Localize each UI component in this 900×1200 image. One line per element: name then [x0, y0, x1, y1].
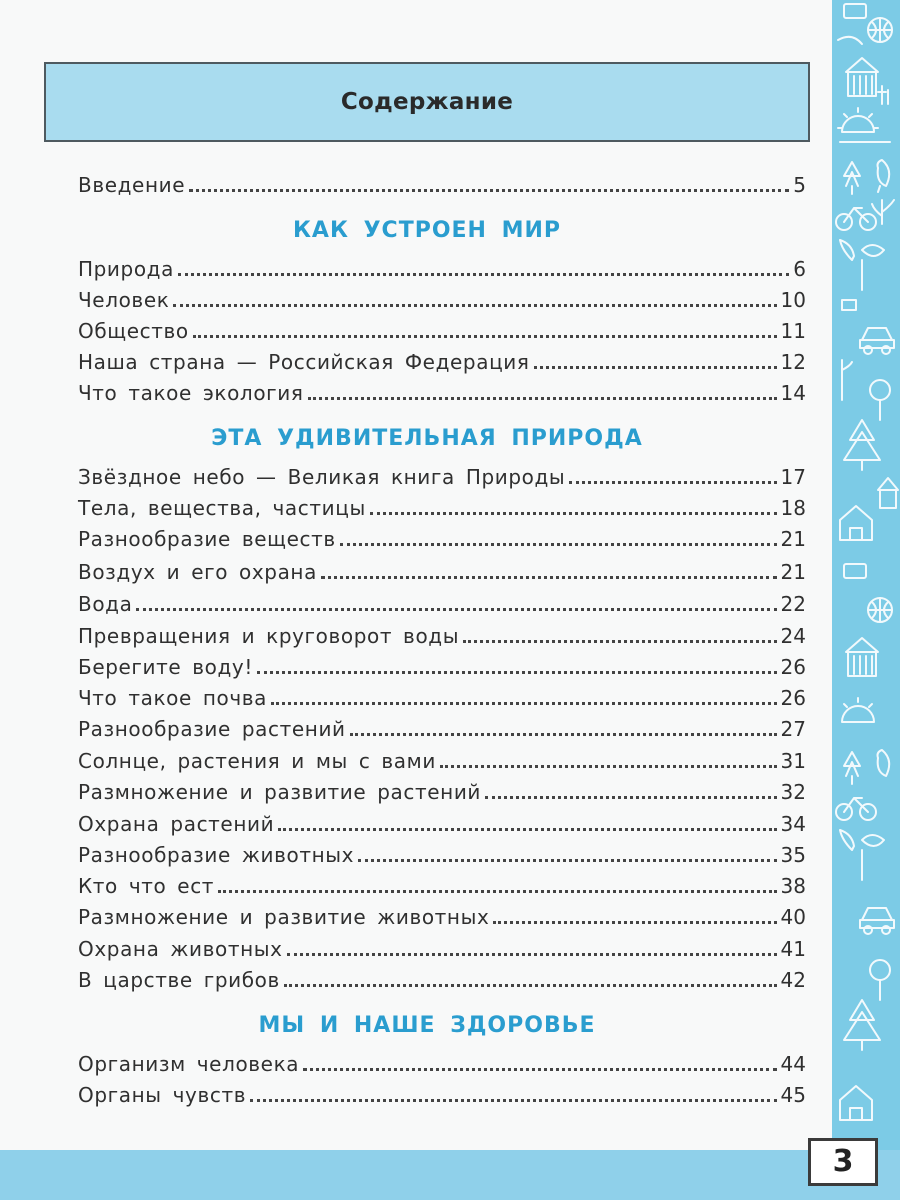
sprout-icon: [840, 240, 884, 290]
decorative-bottom-strip: [0, 1150, 900, 1200]
toc-entry-title: Разнообразие веществ: [78, 527, 336, 551]
dot-leader: [193, 335, 777, 338]
dot-leader: [534, 366, 777, 369]
toc-entry-title: Человек: [78, 288, 170, 312]
toc-entry[interactable]: [78, 522, 806, 552]
toc-entry-page: 27: [780, 717, 806, 741]
toc-entry[interactable]: [78, 869, 806, 899]
dot-leader: [178, 273, 789, 276]
pine-tree-icon: [844, 420, 880, 470]
toc-entry-page: 45: [780, 1083, 806, 1107]
dot-leader: [308, 397, 777, 400]
toc-entry-page: 26: [780, 655, 806, 679]
round-tree-icon: [870, 960, 890, 980]
toc-entry[interactable]: [78, 314, 806, 344]
toc-entry-title: Вода: [78, 592, 133, 616]
toc-entry-title: Размножение и развитие животных: [78, 905, 490, 929]
section-title-health: МЫ И НАШЕ ЗДОРОВЬЕ: [258, 1013, 596, 1038]
toc-entry[interactable]: [78, 252, 806, 282]
toc-entry-page: 21: [780, 560, 806, 584]
toc-entry[interactable]: [78, 838, 806, 868]
dot-leader: [440, 765, 777, 768]
dot-leader: [287, 953, 777, 956]
decorative-icons-pattern: [832, 0, 900, 1150]
toc-entry-title: Звёздное небо — Великая книга Природы: [78, 465, 566, 489]
toc-entry-title: Тела, вещества, частицы: [78, 496, 366, 520]
sprout-icon: [840, 830, 884, 880]
toc-entry-title: Что такое почва: [78, 686, 268, 710]
leaf-icon: [838, 37, 862, 44]
dot-leader: [350, 733, 777, 736]
toc-entry-page: 31: [780, 749, 806, 773]
sun-icon: [838, 108, 878, 132]
toc-entry-title: Разнообразие животных: [78, 843, 355, 867]
house-icon: [840, 506, 872, 540]
toc-entry-page: 34: [780, 812, 806, 836]
dot-leader: [271, 702, 777, 705]
dot-leader: [321, 576, 777, 579]
toc-entry-title: Охрана растений: [78, 812, 275, 836]
toc-entry-title: Кто что ест: [78, 874, 215, 898]
toc-entry[interactable]: [78, 712, 806, 742]
toc-entry-page: 42: [780, 968, 806, 992]
toc-entry-title: Введение: [78, 173, 186, 197]
toc-entry-page: 5: [793, 173, 806, 197]
dot-leader: [340, 543, 777, 546]
sticks-icon: [878, 86, 888, 104]
toc-entry-title: Солнце, растения и мы с вами: [78, 749, 436, 773]
dot-leader: [250, 1099, 776, 1102]
dot-leader: [493, 921, 776, 924]
toc-entry-page: 17: [780, 465, 806, 489]
box-icon: [842, 300, 856, 310]
toc-entry-title: Разнообразие растений: [78, 717, 346, 741]
sun-icon: [842, 698, 874, 722]
page-title: Содержание: [340, 89, 514, 115]
round-tree-icon: [870, 380, 890, 400]
toc-entry[interactable]: [78, 555, 806, 585]
toc-entry[interactable]: [78, 1047, 806, 1077]
toc-entry-page: 14: [780, 381, 806, 405]
toc-entry-page: 18: [780, 496, 806, 520]
toc-entry[interactable]: [78, 650, 806, 680]
toc-entry-title: Охрана животных: [78, 937, 283, 961]
toc-entry-title: Что такое экология: [78, 381, 304, 405]
icon-set-1: [836, 4, 898, 540]
dot-leader: [218, 890, 776, 893]
toc-entry-page: 32: [780, 780, 806, 804]
house-icon: [846, 58, 878, 96]
toc-entry-title: Воздух и его охрана: [78, 560, 317, 584]
house-icon: [846, 638, 878, 676]
dot-leader: [358, 859, 776, 862]
toc-entry-page: 24: [780, 624, 806, 648]
dot-leader: [370, 512, 777, 515]
dot-leader: [136, 608, 776, 611]
dot-leader: [278, 828, 776, 831]
toc-entry-page: 41: [780, 937, 806, 961]
branch-icon: [842, 360, 852, 400]
section-title-world: КАК УСТРОЕН МИР: [292, 218, 562, 243]
tree-icon: [844, 752, 860, 784]
toc-entry-page: 21: [780, 527, 806, 551]
toc-entry-page: 44: [780, 1052, 806, 1076]
toc-entry[interactable]: [78, 491, 806, 521]
pine-tree-icon: [844, 1000, 880, 1050]
toc-entry-title: Органы чувств: [78, 1083, 247, 1107]
toc-entry-page: 10: [780, 288, 806, 312]
toc-entry[interactable]: [78, 681, 806, 711]
toc-entry-title: Превращения и круговорот воды: [78, 624, 460, 648]
toc-entry-title: Размножение и развитие растений: [78, 780, 482, 804]
toc-entry[interactable]: [78, 775, 806, 805]
toc-entry[interactable]: [78, 376, 806, 406]
toc-entry-title: В царстве грибов: [78, 968, 280, 992]
bird-icon: [878, 160, 890, 192]
toc-entry-intro[interactable]: [78, 168, 806, 198]
dot-leader: [173, 304, 776, 307]
toc-entry[interactable]: [78, 460, 806, 490]
toc-entry-title: Общество: [78, 319, 189, 343]
page-number: 3: [808, 1138, 878, 1186]
contents-header: [44, 62, 810, 142]
dot-leader: [189, 189, 789, 192]
car-icon: [860, 908, 894, 928]
dot-leader: [463, 640, 776, 643]
toc-entry-page: 26: [780, 686, 806, 710]
dot-leader: [303, 1068, 776, 1071]
toc-entry[interactable]: [78, 587, 806, 617]
toc-entry[interactable]: [78, 963, 806, 993]
toc-entry-page: 40: [780, 905, 806, 929]
toc-entry[interactable]: [78, 807, 806, 837]
section-title-nature: ЭТА УДИВИТЕЛЬНАЯ ПРИРОДА: [211, 426, 643, 451]
dot-leader: [569, 481, 776, 484]
toc-entry[interactable]: [78, 932, 806, 962]
toc-entry-page: 6: [793, 257, 806, 281]
dot-leader: [284, 984, 777, 987]
toc-entry-page: 12: [780, 350, 806, 374]
toc-entry[interactable]: [78, 619, 806, 649]
toc-entry[interactable]: [78, 744, 806, 774]
car-icon: [860, 328, 894, 348]
toc-entry-page: 22: [780, 592, 806, 616]
decorative-side-strip: [832, 0, 900, 1150]
frame-icon: [844, 4, 866, 18]
toc-entry-title: Природа: [78, 257, 174, 281]
toc-entry-page: 11: [780, 319, 806, 343]
toc-entry[interactable]: [78, 345, 806, 375]
toc-entry[interactable]: [78, 1078, 806, 1108]
dot-leader: [257, 671, 777, 674]
tree-icon: [844, 162, 860, 194]
toc-entry-title: Организм человека: [78, 1052, 300, 1076]
small-house-icon: [878, 478, 898, 508]
toc-entry[interactable]: [78, 283, 806, 313]
toc-entry-title: Наша страна — Российская Федерация: [78, 350, 530, 374]
toc-entry-page: 38: [780, 874, 806, 898]
bird-icon: [878, 750, 890, 776]
dot-leader: [485, 796, 777, 799]
house-icon: [840, 1086, 872, 1120]
toc-entry-page: 35: [780, 843, 806, 867]
icon-set-2: [836, 564, 894, 1120]
toc-entry-title: Берегите воду!: [78, 655, 253, 679]
toc-entry[interactable]: [78, 900, 806, 930]
